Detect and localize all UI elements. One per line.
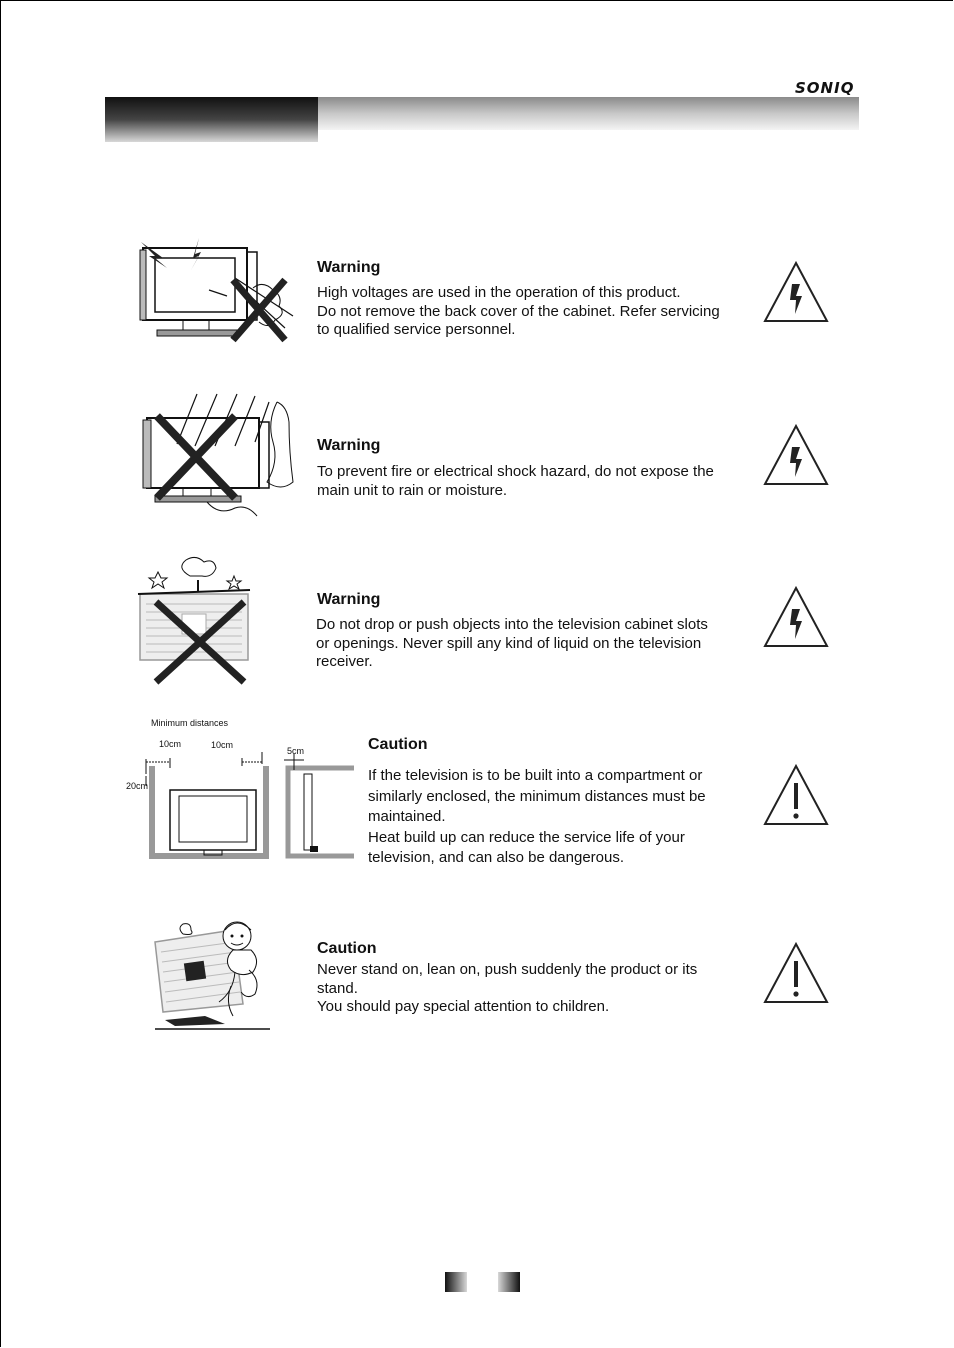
tv-rain-moisture-illustration bbox=[137, 392, 300, 527]
footer-gradient-right bbox=[498, 1272, 520, 1292]
minimum-distances-diagram bbox=[124, 714, 358, 862]
body-line: or openings. Never spill any kind of liquid on the television bbox=[316, 634, 702, 652]
section-body bbox=[316, 616, 708, 672]
body-line: stand. bbox=[317, 979, 358, 997]
tv-object-liquid-illustration bbox=[136, 556, 256, 686]
exclamation-caution-icon bbox=[762, 941, 830, 1005]
body-line: Do not remove the back cover of the cabinet. Refer servicing bbox=[317, 302, 720, 320]
body-line: television, and can also be dangerous. bbox=[368, 849, 625, 866]
exclamation-caution-icon bbox=[762, 763, 830, 827]
body-line: If the television is to be built into a compartment or bbox=[368, 767, 703, 784]
dim-label-bottom: 20cm bbox=[126, 781, 149, 791]
dim-label-back: 5cm bbox=[287, 746, 305, 756]
body-line: High voltages are used in the operation of this product. bbox=[317, 284, 681, 301]
header-bar-dark bbox=[105, 97, 318, 142]
tv-back-cover-illustration bbox=[135, 236, 300, 348]
high-voltage-warning-icon bbox=[762, 423, 830, 487]
body-line: to qualified service personnel. bbox=[317, 321, 516, 338]
body-line: Never stand on, lean on, push suddenly the product or its bbox=[317, 961, 698, 978]
section-body bbox=[368, 766, 706, 869]
section-title: Warning bbox=[317, 437, 381, 454]
body-line: maintained. bbox=[368, 808, 446, 825]
dim-label-top: 10cm bbox=[211, 740, 234, 750]
high-voltage-warning-icon bbox=[762, 585, 830, 649]
child-leaning-tv-illustration bbox=[145, 916, 277, 1034]
header-bar-light bbox=[318, 97, 859, 130]
section-title: Warning bbox=[317, 591, 381, 608]
body-line: receiver. bbox=[316, 653, 373, 670]
section-title: Warning bbox=[317, 259, 381, 276]
section-title: Caution bbox=[368, 736, 428, 753]
high-voltage-warning-icon bbox=[762, 260, 830, 324]
body-line: To prevent fire or electrical shock hazard, do not expose the bbox=[317, 463, 714, 480]
diagram-caption: Minimum distances bbox=[151, 718, 229, 728]
body-line: similarly enclosed, the minimum distances must be bbox=[368, 787, 706, 805]
section-body bbox=[317, 961, 697, 1017]
section-title: Caution bbox=[317, 940, 377, 957]
body-line: You should pay special attention to children. bbox=[317, 998, 610, 1015]
section-body bbox=[317, 463, 714, 500]
dim-label-side: 10cm bbox=[159, 739, 182, 749]
body-line: Heat build up can reduce the service life of your bbox=[368, 828, 685, 846]
footer-gradient-left bbox=[445, 1272, 467, 1292]
brand-logo: SONIQ bbox=[795, 79, 855, 97]
body-line: Do not drop or push objects into the television cabinet slots bbox=[316, 616, 708, 633]
section-body bbox=[317, 284, 720, 340]
body-line: main unit to rain or moisture. bbox=[317, 481, 508, 499]
